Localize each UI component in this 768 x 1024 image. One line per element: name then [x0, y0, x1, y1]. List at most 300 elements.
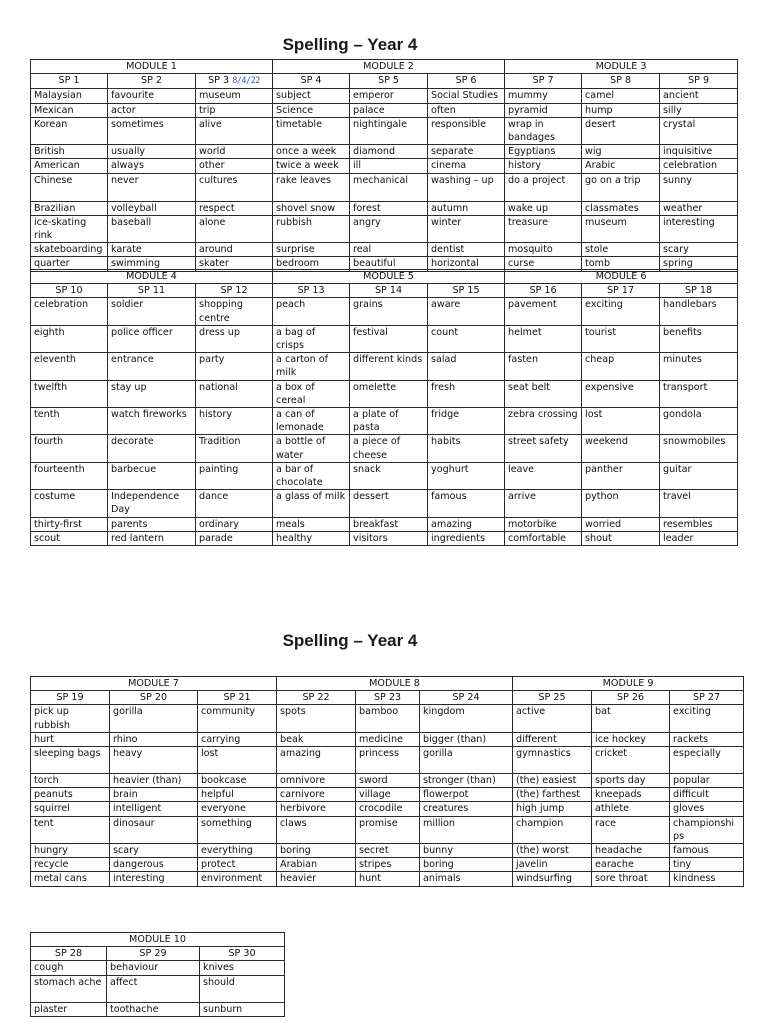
spelling-word: guitar: [660, 462, 738, 489]
spelling-word: interesting: [110, 872, 198, 886]
spelling-word: grains: [350, 298, 428, 325]
spelling-word: timetable: [273, 117, 350, 144]
spelling-word: tourist: [582, 325, 660, 352]
table-row: [31, 844, 744, 858]
list-heading: [198, 691, 277, 705]
list-heading-label: SP 11: [137, 285, 166, 297]
spelling-word: parade: [196, 531, 273, 545]
spelling-word: heavier: [277, 872, 356, 886]
spelling-word: shopping centre: [196, 298, 273, 325]
list-heading-label: SP 23: [373, 692, 402, 704]
spelling-word: bamboo: [356, 705, 420, 732]
spelling-word: often: [428, 103, 505, 117]
spelling-word: tiny: [670, 858, 744, 872]
list-heading: [592, 691, 670, 705]
list-heading-label: SP 26: [616, 692, 645, 704]
list-header-row: [31, 284, 738, 298]
spelling-word: festival: [350, 325, 428, 352]
spelling-word: scary: [660, 243, 738, 257]
spelling-word: decorate: [108, 435, 196, 462]
spelling-word: twice a week: [273, 159, 350, 173]
spelling-word: windsurfing: [513, 872, 592, 886]
spelling-word: lost: [582, 408, 660, 435]
list-heading: [505, 74, 582, 89]
spelling-word: go on a trip: [582, 173, 660, 201]
spelling-word: a can of lemonade: [273, 408, 350, 435]
list-heading: [110, 691, 198, 705]
spelling-word: mummy: [505, 89, 582, 103]
spelling-table-modules-7-9: [30, 676, 744, 887]
spelling-word: environment: [198, 872, 277, 886]
spelling-word: pyramid: [505, 103, 582, 117]
list-heading: [350, 74, 428, 89]
spelling-word: leave: [505, 462, 582, 489]
spelling-word: Mexican: [31, 103, 108, 117]
spelling-word: stronger (than): [420, 774, 513, 788]
spelling-word: hurt: [31, 732, 110, 746]
spelling-word: barbecue: [108, 462, 196, 489]
spelling-word: sleeping bags: [31, 747, 110, 774]
spelling-word: British: [31, 145, 108, 159]
spelling-word: toothache: [107, 1002, 200, 1016]
spelling-word: (the) worst: [513, 844, 592, 858]
spelling-word: wrap in bandages: [505, 117, 582, 144]
list-heading: [428, 284, 505, 298]
spelling-word: costume: [31, 490, 108, 517]
spelling-word: soldier: [108, 298, 196, 325]
table-row: [31, 435, 738, 462]
spelling-word: mechanical: [350, 173, 428, 201]
spelling-word: sunny: [660, 173, 738, 201]
spelling-word: ill: [350, 159, 428, 173]
table-row: [31, 353, 738, 380]
table-row: [31, 89, 738, 103]
list-heading: [660, 74, 738, 89]
spelling-word: sore throat: [592, 872, 670, 886]
spelling-word: a bag of crisps: [273, 325, 350, 352]
spelling-word: stripes: [356, 858, 420, 872]
spelling-word: headache: [592, 844, 670, 858]
spelling-word: tenth: [31, 408, 108, 435]
spelling-word: healthy: [273, 531, 350, 545]
spelling-word: habits: [428, 435, 505, 462]
table-row: [31, 408, 738, 435]
table-row: [31, 159, 738, 173]
spelling-word: race: [592, 816, 670, 843]
spelling-word: shout: [582, 531, 660, 545]
handwritten-date-note: 8/4/22: [232, 76, 260, 87]
spelling-word: cultures: [196, 173, 273, 201]
spelling-word: kindness: [670, 872, 744, 886]
spelling-word: flowerpot: [420, 788, 513, 802]
spelling-word: gondola: [660, 408, 738, 435]
spelling-word: omnivore: [277, 774, 356, 788]
spelling-word: minutes: [660, 353, 738, 380]
list-heading-label: SP 17: [606, 285, 635, 297]
spelling-word: emperor: [350, 89, 428, 103]
spelling-word: volleyball: [108, 201, 196, 215]
spelling-word: Egyptians: [505, 145, 582, 159]
spelling-word: alone: [196, 215, 273, 242]
spelling-word: bat: [592, 705, 670, 732]
spelling-word: hump: [582, 103, 660, 117]
spelling-word: dance: [196, 490, 273, 517]
list-heading: [273, 284, 350, 298]
spelling-word: wig: [582, 145, 660, 159]
table-row: [31, 802, 744, 816]
spelling-word: village: [356, 788, 420, 802]
spelling-word: subject: [273, 89, 350, 103]
spelling-word: count: [428, 325, 505, 352]
spelling-word: autumn: [428, 201, 505, 215]
spelling-word: panther: [582, 462, 660, 489]
list-heading: [107, 947, 200, 961]
spelling-word: museum: [196, 89, 273, 103]
table-row: [31, 117, 738, 144]
spelling-word: boring: [277, 844, 356, 858]
spelling-word: boring: [420, 858, 513, 872]
spelling-word: comfortable: [505, 531, 582, 545]
module-header-row: [31, 60, 738, 74]
spelling-word: always: [108, 159, 196, 173]
module-header-row: [31, 270, 738, 284]
spelling-word: forest: [350, 201, 428, 215]
spelling-word: Chinese: [31, 173, 108, 201]
spelling-word: world: [196, 145, 273, 159]
spelling-word: kneepads: [592, 788, 670, 802]
spelling-word: a plate of pasta: [350, 408, 428, 435]
spelling-word: inquisitive: [660, 145, 738, 159]
spelling-word: million: [420, 816, 513, 843]
spelling-word: cricket: [592, 747, 670, 774]
spelling-word: peanuts: [31, 788, 110, 802]
list-heading-label: SP 10: [55, 285, 83, 297]
spelling-word: snack: [350, 462, 428, 489]
spelling-word: tent: [31, 816, 110, 843]
table-row: [31, 961, 285, 975]
module-heading: MODULE 10: [31, 933, 285, 947]
spelling-word: kingdom: [420, 705, 513, 732]
spelling-word: bigger (than): [420, 732, 513, 746]
module-heading: MODULE 5: [273, 270, 505, 284]
spelling-word: sometimes: [108, 117, 196, 144]
spelling-word: desert: [582, 117, 660, 144]
list-header-row: [31, 691, 744, 705]
spelling-word: difficult: [670, 788, 744, 802]
spelling-word: brain: [110, 788, 198, 802]
table-row: [31, 201, 738, 215]
spelling-word: ice hockey: [592, 732, 670, 746]
module-heading: MODULE 9: [513, 677, 744, 691]
spelling-word: sword: [356, 774, 420, 788]
spelling-word: cough: [31, 961, 107, 975]
list-heading-label: SP 5: [378, 75, 400, 87]
spelling-word: rake leaves: [273, 173, 350, 201]
spelling-word: interesting: [660, 215, 738, 242]
spelling-word: especially: [670, 747, 744, 774]
spelling-word: pavement: [505, 298, 582, 325]
spelling-word: history: [505, 159, 582, 173]
spelling-word: crocodile: [356, 802, 420, 816]
spelling-word: lost: [198, 747, 277, 774]
spelling-word: mosquito: [505, 243, 582, 257]
spelling-word: bunny: [420, 844, 513, 858]
list-heading-label: SP 2: [140, 75, 163, 87]
list-heading: [108, 284, 196, 298]
module-heading: MODULE 3: [505, 60, 738, 74]
spelling-word: breakfast: [350, 517, 428, 531]
spelling-word: meals: [273, 517, 350, 531]
table-row: [31, 705, 744, 732]
list-heading-label: SP 14: [374, 285, 403, 297]
spelling-word: karate: [108, 243, 196, 257]
spelling-word: benefits: [660, 325, 738, 352]
spelling-word: thirty-first: [31, 517, 108, 531]
spelling-word: affect: [107, 975, 200, 1002]
spelling-word: creatures: [420, 802, 513, 816]
module-heading: MODULE 7: [31, 677, 277, 691]
spelling-word: American: [31, 159, 108, 173]
spelling-word: alive: [196, 117, 273, 144]
spelling-word: a carton of milk: [273, 353, 350, 380]
list-heading: [31, 74, 108, 89]
spelling-word: amazing: [277, 747, 356, 774]
spelling-word: parents: [108, 517, 196, 531]
spelling-word: painting: [196, 462, 273, 489]
spelling-word: cinema: [428, 159, 505, 173]
spelling-word: weather: [660, 201, 738, 215]
spelling-word: spots: [277, 705, 356, 732]
list-heading: [277, 691, 356, 705]
spelling-word: different kinds: [350, 353, 428, 380]
spelling-word: a piece of cheese: [350, 435, 428, 462]
table-row: [31, 747, 744, 774]
list-heading: [200, 947, 285, 961]
spelling-word: travel: [660, 490, 738, 517]
spelling-word: cheap: [582, 353, 660, 380]
table-row: [31, 858, 744, 872]
list-heading-label: SP 28: [54, 948, 83, 960]
spelling-word: aware: [428, 298, 505, 325]
list-heading-label: SP 9: [688, 75, 710, 87]
spelling-word: behaviour: [107, 961, 200, 975]
spelling-word: high jump: [513, 802, 592, 816]
table-row: [31, 732, 744, 746]
table-row: [31, 145, 738, 159]
spelling-word: secret: [356, 844, 420, 858]
spelling-word: everyone: [198, 802, 277, 816]
list-heading-label: SP 15: [452, 285, 480, 297]
spelling-word: dress up: [196, 325, 273, 352]
spelling-word: beautiful: [350, 257, 428, 271]
spelling-word: usually: [108, 145, 196, 159]
spelling-word: surprise: [273, 243, 350, 257]
spelling-word: python: [582, 490, 660, 517]
spelling-word: gorilla: [110, 705, 198, 732]
spelling-word: classmates: [582, 201, 660, 215]
list-heading-label: SP 30: [228, 948, 256, 960]
list-heading-label: SP 12: [220, 285, 248, 297]
spelling-word: street safety: [505, 435, 582, 462]
spelling-table-module-10: [30, 932, 285, 1017]
spelling-word: motorbike: [505, 517, 582, 531]
module-heading: MODULE 2: [273, 60, 505, 74]
spelling-word: trip: [196, 103, 273, 117]
spelling-word: something: [198, 816, 277, 843]
spelling-word: fridge: [428, 408, 505, 435]
spelling-word: camel: [582, 89, 660, 103]
spelling-word: do a project: [505, 173, 582, 201]
spelling-word: party: [196, 353, 273, 380]
spelling-table-modules-4-6: [30, 269, 738, 546]
table-row: [31, 774, 744, 788]
spelling-word: skater: [196, 257, 273, 271]
spelling-word: Arabic: [582, 159, 660, 173]
spelling-word: tomb: [582, 257, 660, 271]
spelling-word: omelette: [350, 380, 428, 407]
spelling-word: around: [196, 243, 273, 257]
spelling-word: heavy: [110, 747, 198, 774]
spelling-word: plaster: [31, 1002, 107, 1016]
list-heading: [513, 691, 592, 705]
list-heading: [582, 284, 660, 298]
list-heading-label: SP 20: [139, 692, 168, 704]
table-row: [31, 215, 738, 242]
list-heading: [196, 74, 273, 89]
spelling-word: seat belt: [505, 380, 582, 407]
spelling-word: ingredients: [428, 531, 505, 545]
spelling-word: javelin: [513, 858, 592, 872]
spelling-word: championships: [670, 816, 744, 843]
spelling-word: Independence Day: [108, 490, 196, 517]
spelling-word: other: [196, 159, 273, 173]
table-row: [31, 103, 738, 117]
spelling-word: treasure: [505, 215, 582, 242]
list-heading-label: SP 22: [302, 692, 330, 704]
list-heading: [273, 74, 350, 89]
spelling-word: angry: [350, 215, 428, 242]
list-heading-label: SP 25: [538, 692, 566, 704]
spelling-word: exciting: [670, 705, 744, 732]
spelling-word: salad: [428, 353, 505, 380]
spelling-word: national: [196, 380, 273, 407]
spelling-word: winter: [428, 215, 505, 242]
module-heading: MODULE 1: [31, 60, 273, 74]
spelling-word: carnivore: [277, 788, 356, 802]
list-heading-label: SP 16: [529, 285, 557, 297]
list-heading-label: SP 6: [455, 75, 477, 87]
table-row: [31, 788, 744, 802]
spelling-word: museum: [582, 215, 660, 242]
spelling-word: eighth: [31, 325, 108, 352]
spelling-word: worried: [582, 517, 660, 531]
spelling-word: wake up: [505, 201, 582, 215]
spelling-word: swimming: [108, 257, 196, 271]
spelling-word: expensive: [582, 380, 660, 407]
spelling-word: dentist: [428, 243, 505, 257]
spelling-word: heavier (than): [110, 774, 198, 788]
spelling-word: handlebars: [660, 298, 738, 325]
table-row: [31, 173, 738, 201]
spelling-word: carrying: [198, 732, 277, 746]
list-heading: [31, 284, 108, 298]
list-heading-label: SP 29: [139, 948, 167, 960]
module-heading: MODULE 8: [277, 677, 513, 691]
spelling-word: famous: [428, 490, 505, 517]
spelling-word: intelligent: [110, 802, 198, 816]
list-heading: [420, 691, 513, 705]
table-row: [31, 462, 738, 489]
table-row: [31, 872, 744, 886]
spelling-word: (the) farthest: [513, 788, 592, 802]
spelling-word: twelfth: [31, 380, 108, 407]
spelling-word: knives: [200, 961, 285, 975]
spelling-word: earache: [592, 858, 670, 872]
spelling-word: helmet: [505, 325, 582, 352]
page-title: Spelling – Year 4: [282, 631, 418, 650]
spelling-word: helpful: [198, 788, 277, 802]
spelling-word: ordinary: [196, 517, 273, 531]
table-row: [31, 1002, 285, 1016]
spelling-word: washing – up: [428, 173, 505, 201]
list-heading: [350, 284, 428, 298]
spelling-word: fourteenth: [31, 462, 108, 489]
spelling-word: recycle: [31, 858, 110, 872]
spelling-word: exciting: [582, 298, 660, 325]
spelling-word: rackets: [670, 732, 744, 746]
list-heading-label: SP 7: [532, 75, 554, 87]
spelling-word: rubbish: [273, 215, 350, 242]
spelling-word: Science: [273, 103, 350, 117]
spelling-word: quarter: [31, 257, 108, 271]
spelling-word: visitors: [350, 531, 428, 545]
spelling-word: animals: [420, 872, 513, 886]
spelling-word: Social Studies: [428, 89, 505, 103]
spelling-word: never: [108, 173, 196, 201]
spelling-word: gloves: [670, 802, 744, 816]
module-heading: MODULE 6: [505, 270, 738, 284]
spelling-word: protect: [198, 858, 277, 872]
spelling-word: pick up rubbish: [31, 705, 110, 732]
list-heading-label: SP 8: [610, 75, 632, 87]
spelling-word: hungry: [31, 844, 110, 858]
table-row: [31, 243, 738, 257]
list-heading-label: SP 24: [452, 692, 480, 704]
spelling-word: stay up: [108, 380, 196, 407]
spelling-word: leader: [660, 531, 738, 545]
spelling-word: dangerous: [110, 858, 198, 872]
spelling-word: a bottle of water: [273, 435, 350, 462]
spelling-word: should: [200, 975, 285, 1002]
spelling-word: resembles: [660, 517, 738, 531]
spelling-word: fourth: [31, 435, 108, 462]
spelling-word: horizontal: [428, 257, 505, 271]
table-row: [31, 975, 285, 1002]
spelling-word: dessert: [350, 490, 428, 517]
spelling-word: celebration: [31, 298, 108, 325]
spelling-word: yoghurt: [428, 462, 505, 489]
list-heading: [660, 284, 738, 298]
spelling-word: responsible: [428, 117, 505, 144]
spelling-word: popular: [670, 774, 744, 788]
spelling-word: stomach ache: [31, 975, 107, 1002]
spelling-word: gorilla: [420, 747, 513, 774]
spelling-word: torch: [31, 774, 110, 788]
spelling-word: famous: [670, 844, 744, 858]
list-heading-label: SP 27: [692, 692, 721, 704]
spelling-word: bookcase: [198, 774, 277, 788]
spelling-word: rhino: [110, 732, 198, 746]
